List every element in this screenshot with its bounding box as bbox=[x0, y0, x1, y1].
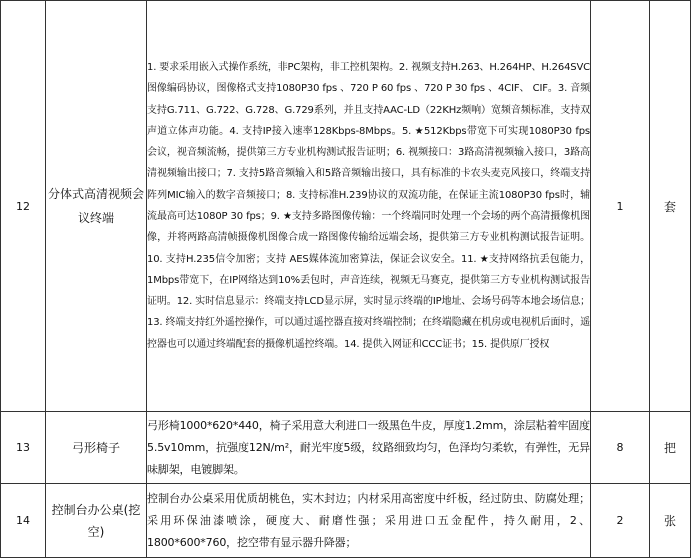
item-name: 分体式高清视频会议终端 bbox=[46, 1, 147, 412]
item-specification: 控制台办公桌采用优质胡桃色，实木封边；内材采用高密度中纤板，经过防虫、防腐处理；采用环保油漆喷涂，硬度大、耐磨性强；采用进口五金配件，持久耐用，2、1800*600*760，挖空带有显示器升降器； bbox=[147, 484, 591, 558]
table-row bbox=[1, 484, 691, 558]
item-name: 弓形椅子 bbox=[46, 412, 147, 484]
table-row bbox=[1, 1, 691, 412]
item-quantity: 8 bbox=[591, 412, 650, 484]
row-number: 13 bbox=[1, 412, 46, 484]
item-specification: 1. 要求采用嵌入式操作系统，非PC架构，非工控机架构。2. 视频支持H.263、H.264HP、H.264SVC图像编码协议，图像格式支持1080P30 fps 、720 P 60 fps 、720 P 30 fps 、4CIF、 CIF。3. 音频支持G.711、G.722、G.728、G.729系列，并且支持AAC-LD（22KHz频响）宽频音频标准，支持双声道立体声功能。4. 支持IP接入速率128Kbps-8Mbps。5. ★512Kbps带宽下可实现1080P30 fps 会议，视音频流畅，提供第三方专业机构测试报告证明；6. 视频接口：3路高清视频输入接口，3路高清视频输出接口；7. 支持5路音频输入和5路音频输出接口，具有标准的卡农头麦克风接口，终端支持阵列MIC输入的数字音频接口；8. 支持标准H.239协议的双流功能，在保证主流1080P30 fps时，辅流最高可达1080P 30 fps；9. ★支持多路图像传输：一个终端同时处理一个会场的两个高清摄像机图像，并将两路高清帧摄像机图像合成一路图像传输给远端会场，提供第三方专业机构测试报告证明。10. 支持H.235信令加密；支持 AES媒体流加密算法，保证会议安全。11. ★支持网络抗丢包能力，1Mbps带宽下，在IP网络达到10%丢包时，声音连续，视频无马赛克，提供第三方专业机构测试报告证明。12. 实时信息显示：终端支持LCD显示屏，实时显示终端的IP地址、会场号码等本地会场信息；13. 终端支持红外遥控操作，可以通过遥控器直接对终端控制；在终端隐藏在机房或电视机后面时，遥控器也可以通过终端配套的摄像机遥控终端。14. 提供入网证和CCC证书；15. 提供原厂授权 bbox=[147, 1, 591, 412]
item-unit: 套 bbox=[650, 1, 691, 412]
item-unit: 把 bbox=[650, 412, 691, 484]
item-quantity: 2 bbox=[591, 484, 650, 558]
row-number: 14 bbox=[1, 484, 46, 558]
item-quantity: 1 bbox=[591, 1, 650, 412]
item-name: 控制台办公桌(挖空) bbox=[46, 484, 147, 558]
row-number: 12 bbox=[1, 1, 46, 412]
item-specification: 弓形椅1000*620*440，椅子采用意大利进口一级黑色牛皮，厚度1.2mm，涂层粘着牢固度5.5v10mm，抗强度12N/m²，耐光牢度5级，纹路细致均匀，色泽均匀柔软，有弹性，无异味脚架，电镀脚架。 bbox=[147, 412, 591, 484]
table-row bbox=[1, 412, 691, 484]
item-unit: 张 bbox=[650, 484, 691, 558]
